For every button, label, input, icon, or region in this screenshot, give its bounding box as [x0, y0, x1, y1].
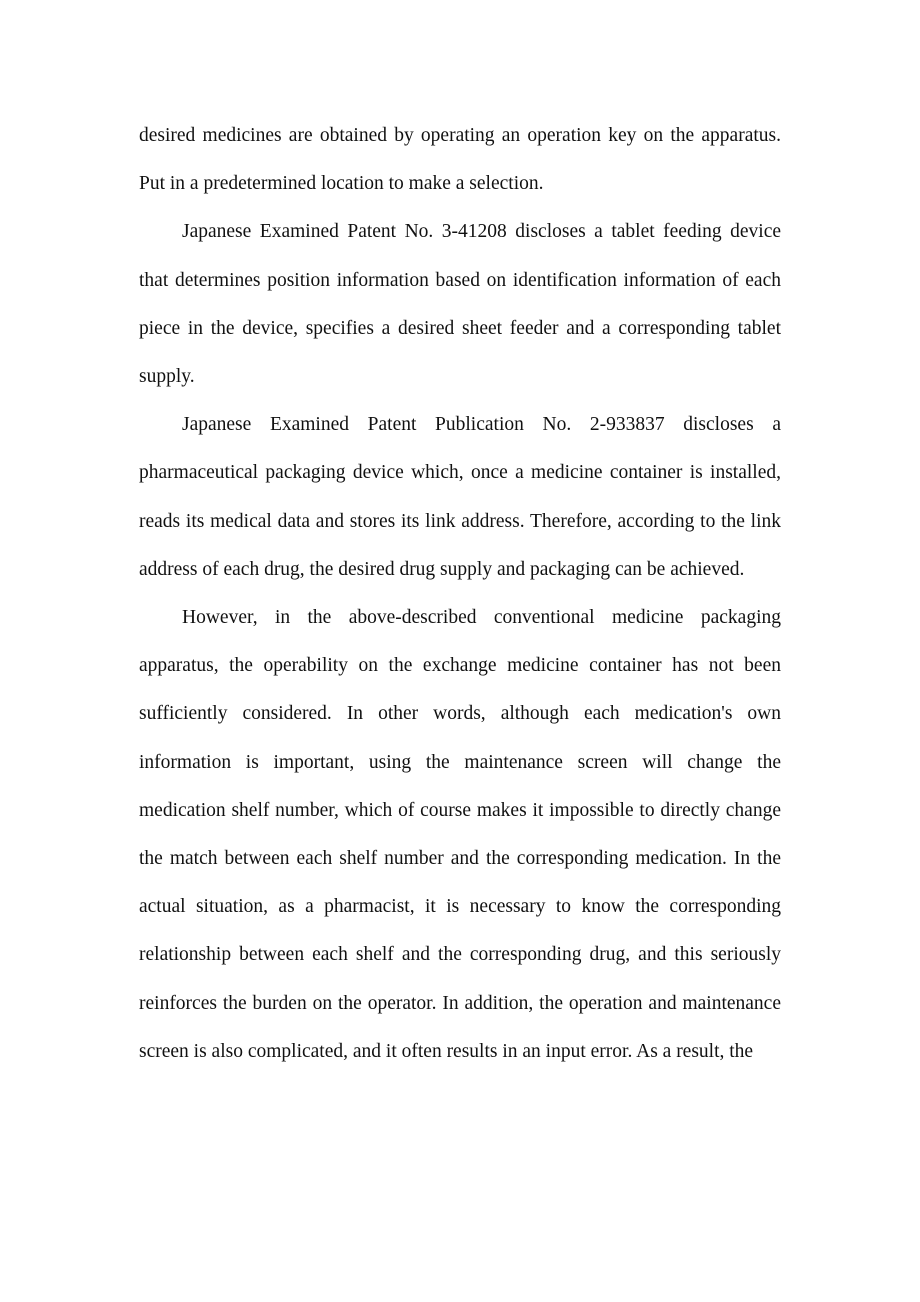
paragraph-continuation: desired medicines are obtained by operating an operation key on the apparatus. Put in a predetermined location to make a selection. — [139, 125, 781, 195]
paragraph-patent-2-933837: Japanese Examined Patent Publication No. 2-933837 discloses a pharmaceutical packaging device which, once a medicine container is installed, reads its medical data and stores its link address. Therefore, according to the link address of each drug, the desired drug supply and packaging can be achieved. — [139, 414, 781, 580]
body-text — [139, 112, 781, 1076]
paragraph-patent-3-41208: Japanese Examined Patent No. 3-41208 discloses a tablet feeding device that determines position information based on identification information of each piece in the device, specifies a desired sheet feeder and a corresponding tablet supply. — [139, 221, 781, 388]
paragraph-conventional-problem: However, in the above-described conventional medicine packaging apparatus, the operability on the exchange medicine container has not been sufficiently considered. In other words, although each medication's own information is important, using the maintenance screen will change the medication shelf number, which of course makes it impossible to directly change the match between each shelf number and the corresponding medication. In the actual situation, as a pharmacist, it is necessary to know the corresponding relationship between each shelf and the corresponding drug, and this seriously reinforces the burden on the operator. In addition, the operation and maintenance screen is also complicated, and it often results in an input error. As a result, the — [139, 607, 781, 1062]
